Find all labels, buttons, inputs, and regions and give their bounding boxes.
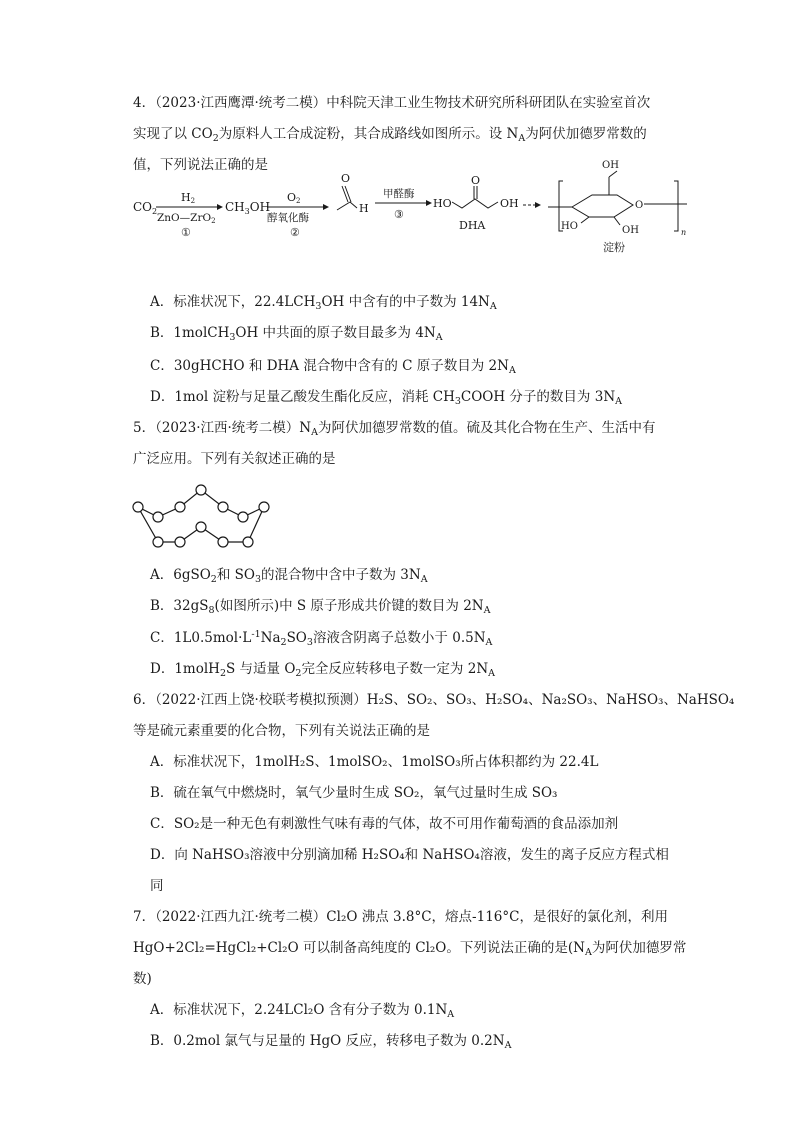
q5-line1: 5．（2023·江西·统考二模）$N_A$为阿伏加德罗常数的值。硫及其化合物在生产、生活中有	[133, 420, 656, 438]
q6-option-b[interactable]: B．硫在氧气中燃烧时，氧气少量时生成 SO₂，氧气过量时生成 SO₃	[150, 785, 558, 801]
svg-text:OH: OH	[622, 225, 639, 236]
svg-text:醇氧化酶: 醇氧化酶	[267, 212, 309, 224]
svg-text:H: H	[359, 202, 369, 215]
q6-line1: 6．（2022·江西上饶·校联考模拟预测）H₂S、SO₂、SO₃、H₂SO₄、Na₂SO₃、NaHSO₃、NaHSO₄	[133, 692, 735, 708]
q6-line2: 等是硫元素重要的化合物，下列有关说法正确的是	[133, 723, 430, 739]
svg-text:甲醛酶: 甲醛酶	[383, 188, 415, 200]
q7-line3: 数)	[133, 971, 152, 987]
q6-option-d[interactable]: D．向 NaHSO₃溶液中分别滴加稀 H₂SO₄和 NaHSO₄溶液，发生的离子反应方程式相	[150, 847, 669, 863]
q4-line1: 4．（2023·江西鹰潭·统考二模）中科院天津工业生物技术研究所科研团队在实验室首次	[133, 95, 651, 111]
svg-text:③: ③	[394, 208, 404, 221]
svg-text:ZnO—ZrO2: ZnO—ZrO2	[157, 212, 216, 225]
q4-line3: 值，下列说法正确的是	[133, 157, 268, 173]
q5-source: （2023·江西·统考二模）	[155, 420, 300, 436]
svg-text:CO2: $CO_2$	[133, 200, 158, 216]
q4-source: （2023·江西鹰潭·统考二模）	[155, 95, 327, 111]
svg-text:CH3OH: $CH_3OH$	[225, 200, 271, 216]
q7-line1: 7．（2022·江西九江·统考二模）Cl₂O 沸点 3.8°C，熔点-116°C，是很好的氯化剂，利用	[133, 909, 668, 925]
q5-option-c[interactable]: C．$1L0.5mol\cdot L^{-1}Na_2SO_3$溶液含阴离子总数小于 $0.5N_A$	[150, 629, 493, 648]
q7-option-a[interactable]: A．标准状况下，2.24LCl₂O 含有分子数为 $0.1N_A$	[150, 1002, 455, 1020]
q5-option-b[interactable]: B．$32gS_8$(如图所示)中 S 原子形成共价键的数目为 $2N_A$	[150, 598, 491, 616]
s8-ring-diagram	[128, 480, 278, 555]
q4-option-b[interactable]: B．1molCH$_3$OH 中共面的原子数目最多为 $4N_A$	[150, 325, 443, 343]
svg-text:OH: OH	[500, 197, 519, 210]
starch-synthesis-scheme	[125, 155, 695, 255]
q7-source: （2022·江西九江·统考二模）	[155, 909, 327, 925]
svg-text:②: ②	[290, 226, 300, 239]
q5-option-d[interactable]: D．1molH$_2$S 与适量 $O_2$完全反应转移电子数一定为 $2N_A$	[150, 661, 496, 679]
svg-text:O: O	[471, 174, 481, 187]
q7-number: 7．	[133, 909, 156, 925]
q5-option-a[interactable]: A．6gSO$_2$和 $SO_3$的混合物中含中子数为 $3N_A$	[150, 567, 428, 585]
q6-option-a[interactable]: A．标准状况下，1molH₂S、1molSO₂、1molSO₃所占体积都约为 22.4L	[150, 754, 599, 770]
svg-text:O2: O2	[287, 191, 301, 205]
svg-text:OH: OH	[602, 160, 619, 171]
q6-option-c[interactable]: C．SO₂是一种无色有刺激性气味有毒的气体，故不可用作葡萄酒的食品添加剂	[150, 816, 619, 832]
svg-text:n: n	[681, 228, 687, 237]
svg-text:O: O	[341, 172, 351, 185]
svg-text:DHA: DHA	[459, 219, 486, 232]
q7-option-b[interactable]: B．0.2mol 氯气与足量的 HgO 反应，转移电子数为 $0.2N_A$	[150, 1033, 512, 1051]
svg-text:HO: HO	[561, 221, 578, 232]
svg-text:O: O	[635, 200, 644, 211]
q7-line2: HgO+2Cl₂=HgCl₂+Cl₂O 可以制备高纯度的 Cl₂O。下列说法正确的是($N_A$为阿伏加德罗常	[133, 940, 687, 958]
q4-line2: 实现了以 $CO_2$为原料人工合成淀粉，其合成路线如图所示。设 $N_A$为阿伏加德罗常数的	[133, 126, 647, 144]
svg-text:H2: H2	[181, 191, 196, 205]
svg-text:HO: HO	[433, 197, 452, 210]
q5-number: 5．	[133, 420, 156, 436]
q5-line2: 广泛应用。下列有关叙述正确的是	[133, 451, 336, 467]
q6-option-d-cont: 同	[150, 878, 164, 894]
q4-option-c[interactable]: C．30gHCHO 和 DHA 混合物中含有的 C 原子数目为 $2N_A$	[150, 358, 516, 376]
svg-text:①: ①	[181, 226, 191, 239]
q6-number: 6．	[133, 692, 156, 708]
q4-number: 4．	[133, 95, 156, 111]
q4-option-d[interactable]: D．1mol 淀粉与足量乙酸发生酯化反应，消耗 $CH_3COOH$ 分子的数目为 $3N_A$	[150, 389, 623, 407]
q4-option-a[interactable]: A．标准状况下，$22.4LCH_3OH$ 中含有的中子数为 $14N_A$	[150, 294, 497, 312]
q6-source: （2022·江西上饶·校联考模拟预测）	[155, 692, 367, 708]
svg-text:淀粉: 淀粉	[603, 241, 625, 254]
